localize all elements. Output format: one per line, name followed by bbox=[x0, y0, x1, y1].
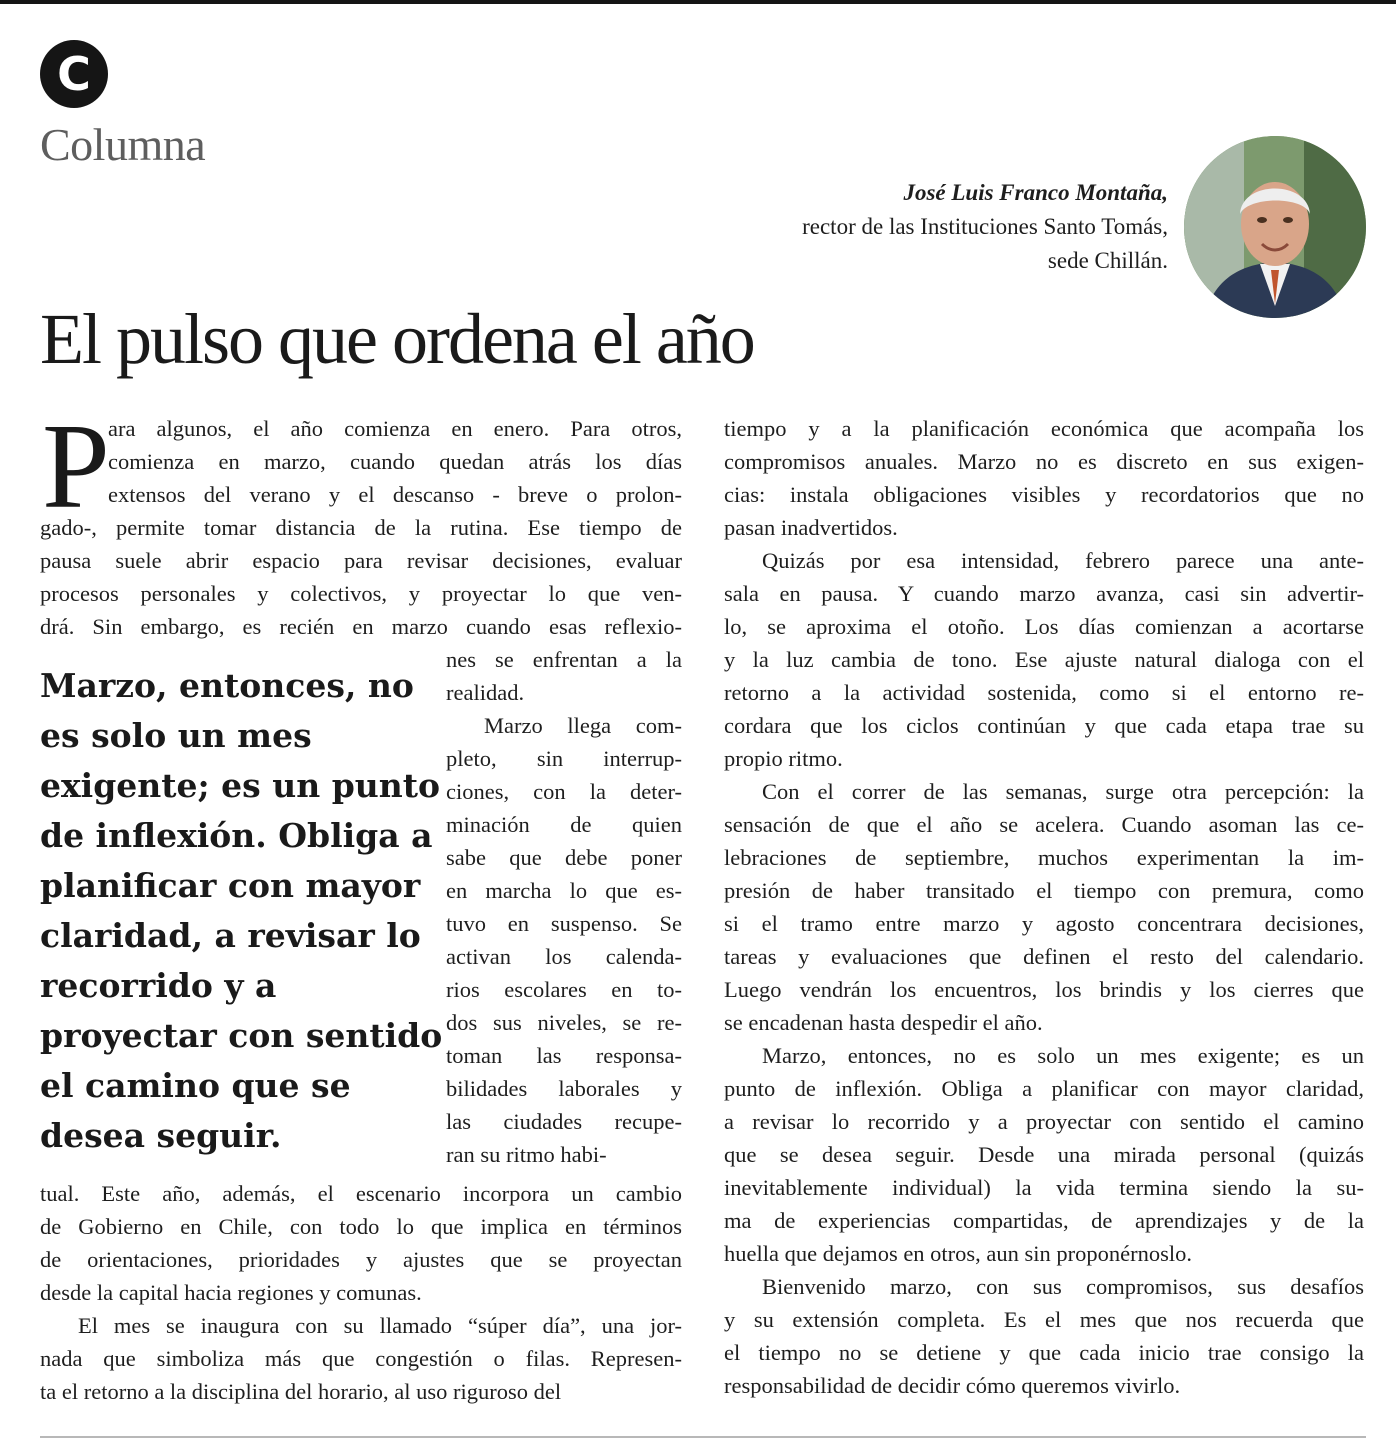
body-line: nes se enfrentan a la bbox=[446, 647, 682, 672]
body-line: lo, se aproxima el otoño. Los días comienzan a acortarse bbox=[724, 614, 1364, 639]
body-line: pleto, sin interrup- bbox=[446, 746, 682, 771]
author-role: rector de las Instituciones Santo Tomás, bbox=[802, 214, 1168, 239]
top-rule bbox=[0, 0, 1396, 4]
pull-quote-line: es solo un mes bbox=[40, 716, 312, 755]
bottom-rule bbox=[40, 1436, 1366, 1438]
body-line: sensación de que el año se acelera. Cuando asoman las ce- bbox=[724, 812, 1364, 837]
body-line: sabe que debe poner bbox=[446, 845, 682, 870]
body-line: punto de inflexión. Obliga a planificar con mayor claridad, bbox=[724, 1076, 1364, 1101]
body-line: pausa suele abrir espacio para revisar decisiones, evaluar bbox=[40, 548, 682, 573]
pull-quote-line: Marzo, entonces, no bbox=[40, 666, 414, 705]
body-line: rios escolares en to- bbox=[446, 977, 682, 1002]
section-label: Columna bbox=[40, 119, 206, 170]
author-location: sede Chillán. bbox=[1047, 248, 1168, 273]
body-line: tuvo en suspenso. Se bbox=[446, 911, 682, 936]
body-line: si el tramo entre marzo y agosto concentrara decisiones, bbox=[724, 911, 1364, 936]
body-line: ma de experiencias compartidas, de aprendizajes y de la bbox=[724, 1208, 1364, 1233]
body-line: El mes se inaugura con su llamado “súper día”, una jor- bbox=[78, 1313, 682, 1338]
author-photo bbox=[1184, 136, 1366, 318]
body-line: desde la capital hacia regiones y comunas. bbox=[40, 1280, 422, 1305]
pull-quote-line: desea seguir. bbox=[40, 1116, 282, 1155]
body-line: realidad. bbox=[446, 680, 525, 705]
body-line: tareas y evaluaciones que definen el resto del calendario. bbox=[724, 944, 1364, 969]
body-line: drá. Sin embargo, es recién en marzo cuando esas reflexio- bbox=[40, 614, 682, 639]
body-line: de orientaciones, prioridades y ajustes que se proyectan bbox=[40, 1247, 682, 1272]
body-line: gado-, permite tomar distancia de la rutina. Ese tiempo de bbox=[40, 515, 682, 540]
body-line: y su extensión completa. Es el mes que nos recuerda que bbox=[724, 1307, 1364, 1332]
section-badge: C bbox=[40, 40, 108, 108]
portrait-illustration bbox=[1184, 136, 1366, 318]
body-line: cias: instala obligaciones visibles y recordatorios que no bbox=[724, 482, 1364, 507]
body-line: ran su ritmo habi- bbox=[446, 1142, 607, 1167]
body-line: que se desea seguir. Desde una mirada personal (quizás bbox=[724, 1142, 1364, 1167]
body-line: compromisos anuales. Marzo no es discreto en sus exigen- bbox=[724, 449, 1364, 474]
body-line: bilidades laborales y bbox=[446, 1076, 682, 1101]
body-line: dos sus niveles, se re- bbox=[446, 1010, 682, 1035]
drop-cap: P bbox=[42, 399, 110, 534]
body-line: de Gobierno en Chile, con todo lo que implica en términos bbox=[40, 1214, 682, 1239]
body-line: inevitablemente individual) la vida termina siendo la su- bbox=[724, 1175, 1364, 1200]
body-line: procesos personales y colectivos, y proyectar lo que ven- bbox=[40, 581, 682, 606]
body-line: lebraciones de septiembre, muchos experimentan la im- bbox=[724, 845, 1364, 870]
body-line: activan los calenda- bbox=[446, 944, 682, 969]
body-line: presión de haber transitado el tiempo con premura, como bbox=[724, 878, 1364, 903]
body-line: a revisar lo recorrido y a proyectar con sentido el camino bbox=[724, 1109, 1364, 1134]
body-line: el tiempo no se detiene y que cada inicio trae consigo la bbox=[724, 1340, 1364, 1365]
body-line: se encadenan hasta despedir el año. bbox=[724, 1010, 1043, 1035]
body-line: y la luz cambia de tono. Ese ajuste natural dialoga con el bbox=[724, 647, 1364, 672]
body-line: Marzo llega com- bbox=[484, 713, 682, 738]
pull-quote-line: proyectar con sentido bbox=[40, 1016, 443, 1055]
body-line: ciones, con la deter- bbox=[446, 779, 682, 804]
author-name: José Luis Franco Montaña, bbox=[903, 180, 1168, 205]
pull-quote-line: recorrido y a bbox=[40, 966, 277, 1005]
pull-quote-line: el camino que se bbox=[40, 1066, 351, 1105]
body-line: extensos del verano y el descanso - breve o prolon- bbox=[108, 482, 682, 507]
pull-quote-line: de inflexión. Obliga a bbox=[40, 816, 433, 855]
body-line: minación de quien bbox=[446, 812, 682, 837]
body-line: toman las responsa- bbox=[446, 1043, 682, 1068]
author-byline bbox=[608, 176, 1168, 278]
body-line: ara algunos, el año comienza en enero. Para otros, bbox=[108, 416, 682, 441]
body-line: Marzo, entonces, no es solo un mes exigente; es un bbox=[762, 1043, 1364, 1068]
body-line: Bienvenido marzo, con sus compromisos, sus desafíos bbox=[762, 1274, 1364, 1299]
body-line: en marcha lo que es- bbox=[446, 878, 682, 903]
pull-quote-line: claridad, a revisar lo bbox=[40, 916, 421, 955]
body-line: sala en pausa. Y cuando marzo avanza, casi sin advertir- bbox=[724, 581, 1364, 606]
body-line: responsabilidad de decidir cómo queremos vivirlo. bbox=[724, 1373, 1181, 1398]
body-line: propio ritmo. bbox=[724, 746, 843, 771]
article-title: El pulso que ordena el año bbox=[40, 299, 754, 379]
body-line: pasan inadvertidos. bbox=[724, 515, 898, 540]
body-line: tiempo y a la planificación económica que acompaña los bbox=[724, 416, 1364, 441]
body-line: huella que dejamos en otros, aun sin proponérnoslo. bbox=[724, 1241, 1193, 1266]
body-line: nada que simboliza más que congestión o filas. Represen- bbox=[40, 1346, 682, 1371]
body-line: Luego vendrán los encuentros, los brindis y los cierres que bbox=[724, 977, 1364, 1002]
body-line: comienza en marzo, cuando quedan atrás los días bbox=[108, 449, 682, 474]
body-line: cordara que los ciclos continúan y que cada etapa trae su bbox=[724, 713, 1364, 738]
body-line: Quizás por esa intensidad, febrero parece una ante- bbox=[762, 548, 1364, 573]
pull-quote-line: exigente; es un punto bbox=[40, 766, 441, 805]
body-line: Con el correr de las semanas, surge otra percepción: la bbox=[762, 779, 1364, 804]
body-line: las ciudades recupe- bbox=[446, 1109, 682, 1134]
body-line: retorno a la actividad sostenida, como si el entorno re- bbox=[724, 680, 1364, 705]
body-line: ta el retorno a la disciplina del horario, al uso riguroso del bbox=[40, 1379, 562, 1404]
body-line: tual. Este año, además, el escenario incorpora un cambio bbox=[40, 1181, 682, 1206]
pull-quote-line: planificar con mayor bbox=[40, 866, 421, 905]
